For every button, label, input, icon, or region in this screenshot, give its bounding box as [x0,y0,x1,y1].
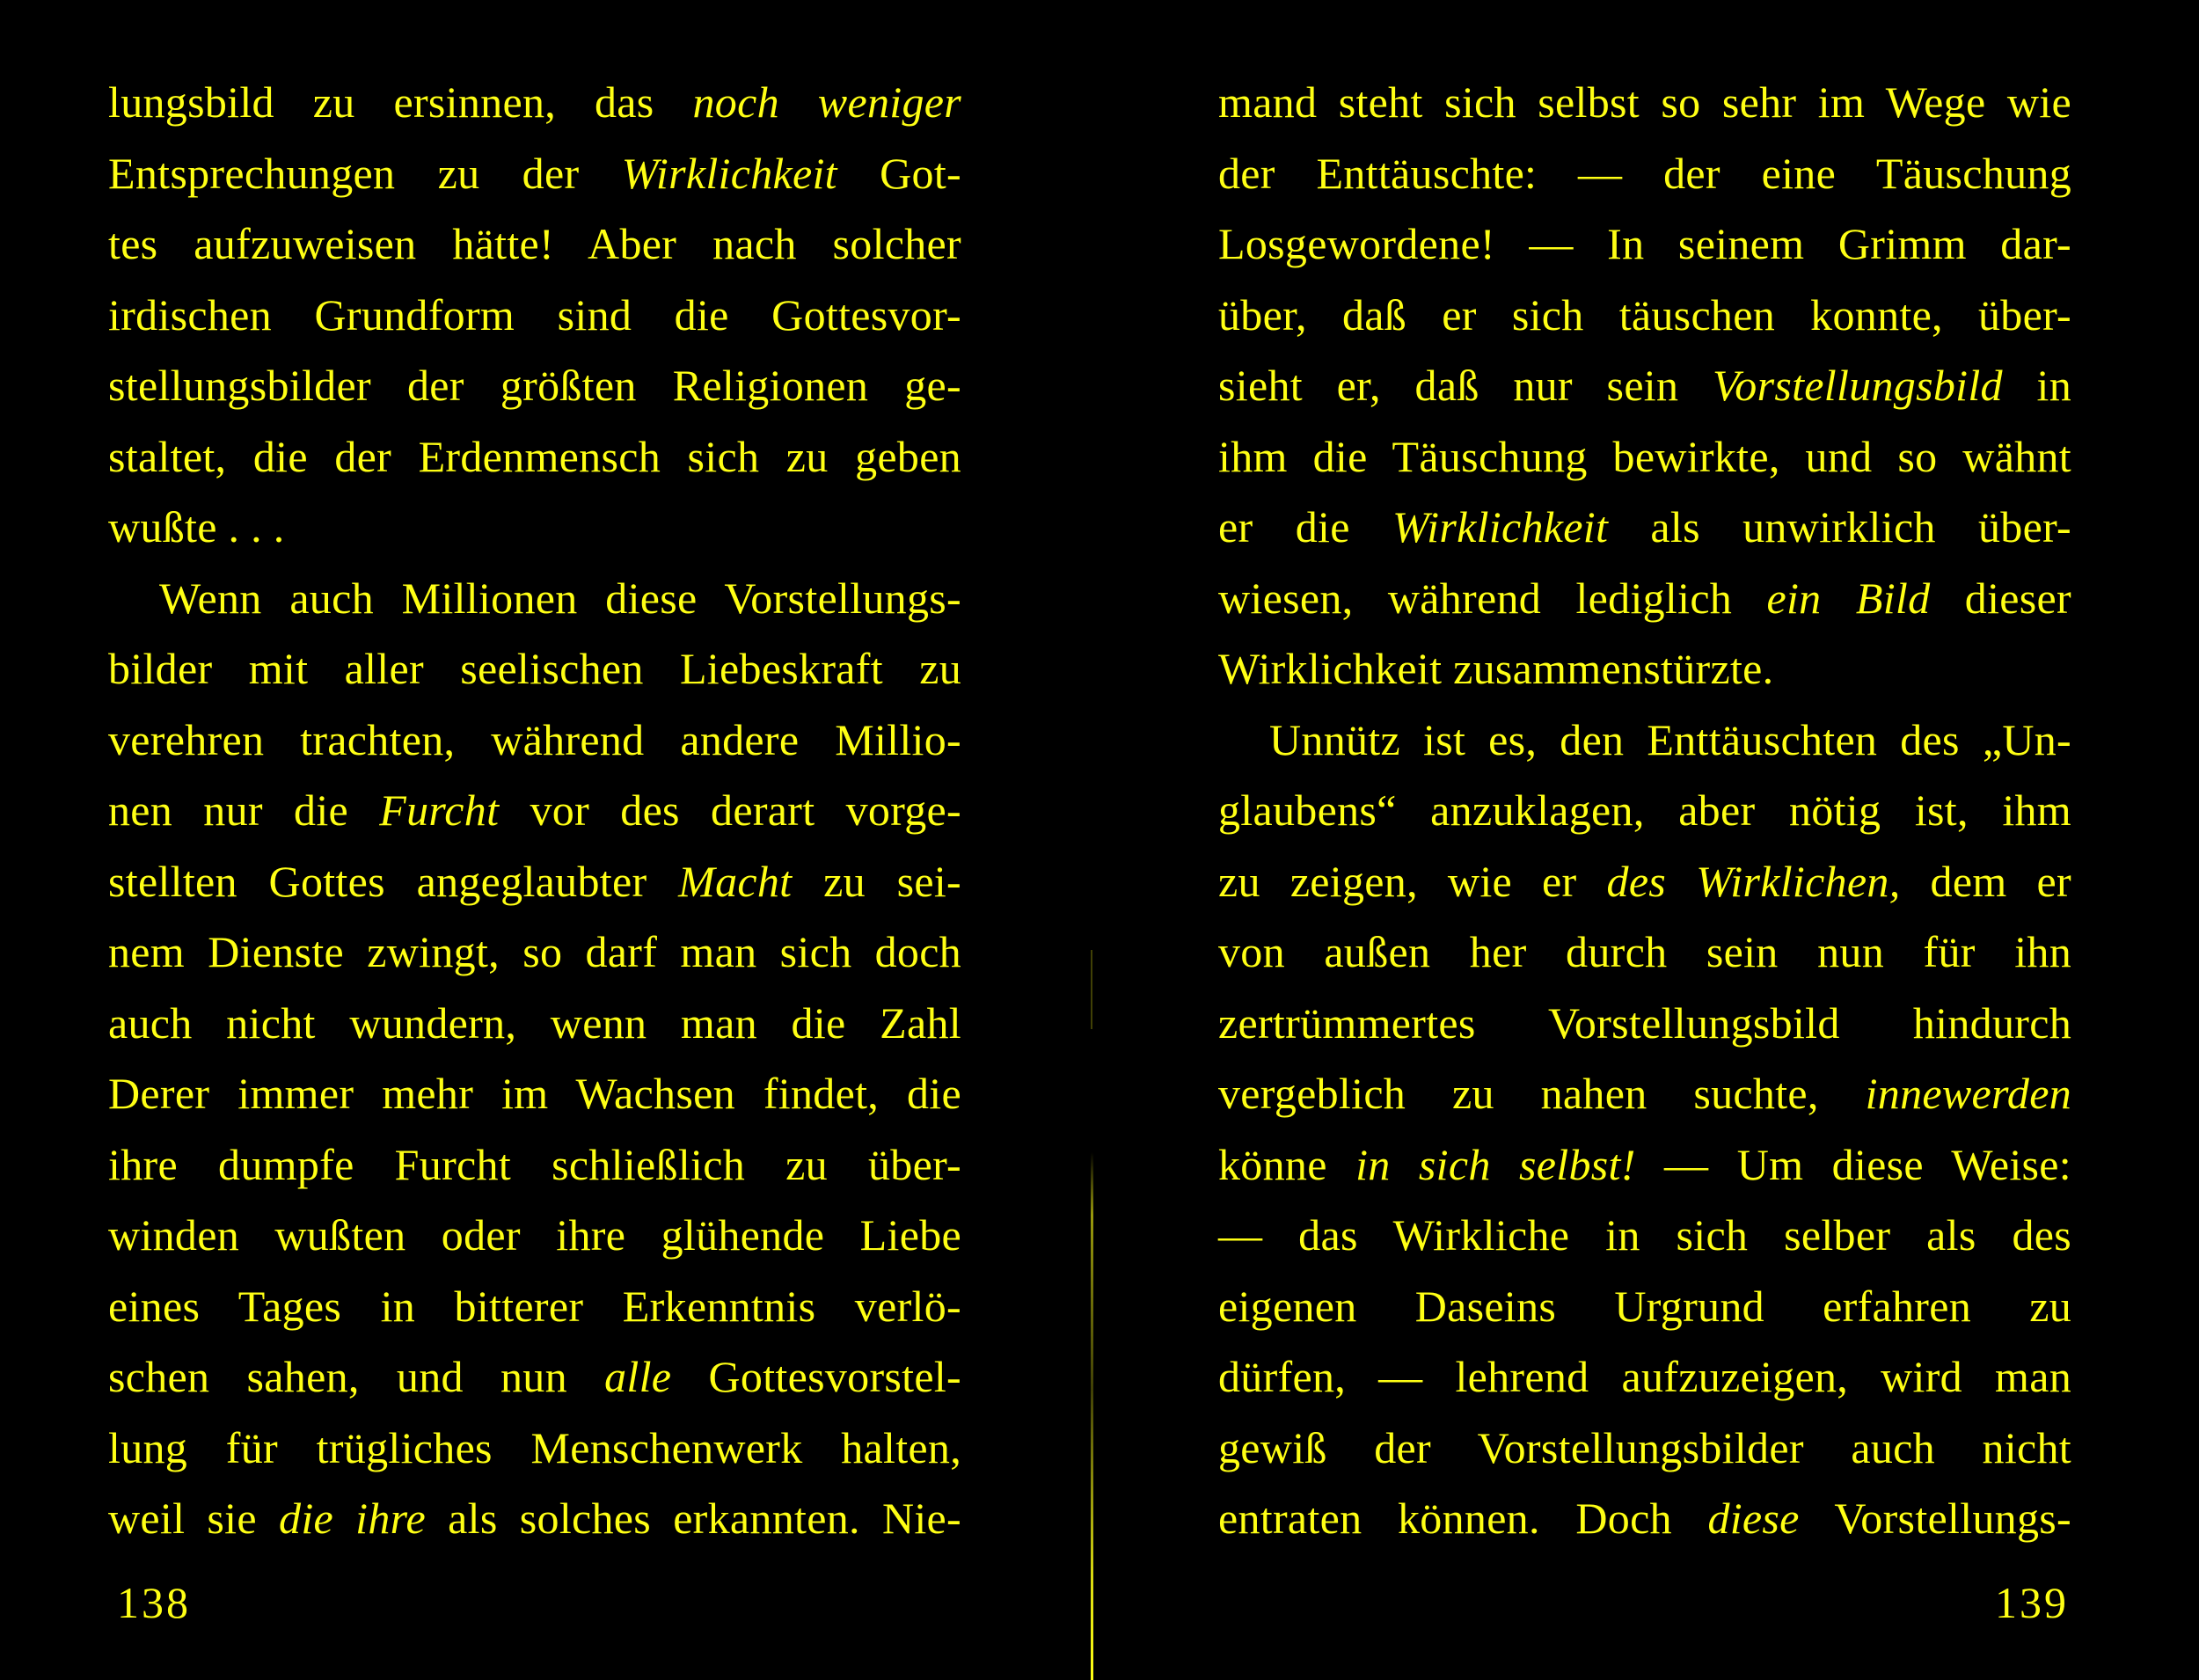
text-run: eigenen Daseins Urgrund erfahren zu [1218,1281,2071,1331]
text-run: tes aufzuweisen hätte! Aber nach solcher [108,219,961,268]
text-run: verehren trachten, während andere Millio- [108,714,961,764]
text-run: irdischen Grundform sind die Gottesvor- [108,289,961,340]
text-run: dürfen, — lehrend aufzuzeigen, wird man [1218,1352,2071,1401]
text-line [108,350,961,421]
text-line [108,1341,961,1413]
text-run: — Um diese Weise: [1635,1139,2071,1189]
text-run: bilder mit aller seelischen Liebeskraft zu [108,644,961,693]
text-line [108,280,961,351]
text-line [1218,421,2071,493]
text-line [1218,633,2071,705]
text-run: stellten Gottes angeglaubter [108,856,679,906]
text-run: mand steht sich selbst so sehr im Wege wie [1218,77,2071,127]
page-number-right: 139 [1995,1578,2069,1627]
text-run: — das Wirkliche in sich selber als des [1218,1210,2071,1260]
text-run: wiesen, während lediglich [1218,573,1767,623]
text-run: nen nur die [108,785,380,835]
text-line [108,1200,961,1271]
text-line [1218,1200,2071,1271]
italic-text: alle [604,1352,672,1401]
text-run: als unwirklich über- [1608,502,2071,551]
italic-text: diese [1707,1494,1800,1543]
italic-text: des Wirklichen, [1606,856,1901,906]
text-run: als solches erkannten. Nie- [426,1494,961,1543]
text-line [108,775,961,846]
italic-text: die ihre [279,1494,427,1543]
text-run: lungsbild zu ersinnen, das [108,77,693,127]
text-run: vor des derart vorge- [499,785,961,835]
text-line [1218,988,2071,1059]
text-line [108,988,961,1059]
right-page-text [1218,67,2071,1554]
text-line [108,1271,961,1342]
italic-text: Vorstellungsbild [1713,361,2003,410]
italic-text: innewerden [1865,1069,2071,1118]
text-run: zu zeigen, wie er [1218,856,1607,906]
text-line [108,563,961,634]
italic-text: Wirklichkeit [1392,502,1609,551]
text-run: staltet, die der Erdenmensch sich zu geben [108,431,961,481]
text-run: dem er [1900,856,2071,906]
text-run: Losgewordene! — In seinem Grimm dar- [1218,219,2071,268]
text-run: sieht er, daß nur sein [1218,361,1713,410]
text-run: vergeblich zu nahen suchte, [1218,1069,1866,1118]
left-page-text [108,67,961,1554]
italic-text: in sich selbst! [1355,1139,1636,1189]
text-line [1218,775,2071,846]
text-line [108,1129,961,1201]
page-number-left: 138 [117,1578,191,1627]
text-line [1218,1058,2071,1129]
text-run: stellungsbilder der größten Religionen ge- [108,361,961,410]
text-run: nem Dienste zwingt, so darf man sich doch [108,927,961,976]
text-line [108,208,961,280]
text-line [1218,1413,2071,1484]
text-line [1218,138,2071,209]
text-line [108,138,961,209]
italic-text: noch weniger [692,77,961,127]
text-line [1218,1271,2071,1342]
text-run: Unnütz ist es, den Enttäuschten des „Un- [1269,714,2071,764]
text-run: glaubens“ anzuklagen, aber nötig ist, ihm [1218,785,2071,835]
text-line [108,1483,961,1554]
text-run: Vorstellungs- [1799,1494,2071,1543]
italic-text: ein Bild [1766,573,1931,623]
text-line [108,846,961,917]
text-run: winden wußten oder ihre glühende Liebe [108,1210,961,1260]
text-run: Entsprechungen zu der [108,148,622,198]
text-run: Got- [836,148,961,198]
text-line [108,917,961,988]
text-line [1218,280,2071,351]
text-run: gewiß der Vorstellungsbilder auch nicht [1218,1422,2071,1472]
text-run: schen sahen, und nun [108,1352,605,1401]
text-line [1218,846,2071,917]
text-run: eines Tages in bitterer Erkenntnis verlö- [108,1281,961,1331]
text-run: dieser [1930,573,2071,623]
text-run: lung für trügliches Menschenwerk halten, [108,1422,961,1472]
text-run: entraten können. Doch [1218,1494,1708,1543]
text-run: Wenn auch Millionen diese Vorstellungs- [159,573,961,623]
text-line [1218,917,2071,988]
text-line [108,1413,961,1484]
text-line [1218,208,2071,280]
text-line [1218,1483,2071,1554]
text-run: zertrümmertes Vorstellungsbild hindurch [1218,997,2071,1048]
text-run: Derer immer mehr im Wachsen findet, die [108,1069,961,1118]
text-line [1218,705,2071,776]
text-run: auch nicht wundern, wenn man die Zahl [108,997,961,1048]
italic-text: Furcht [379,785,500,835]
text-run: Gottesvorstel- [671,1352,961,1401]
text-run: weil sie [108,1494,280,1543]
text-run: ihm die Täuschung bewirkte, und so wähnt [1218,431,2071,481]
text-line [108,492,961,563]
text-line [1218,350,2071,421]
text-line [1218,492,2071,563]
text-line [1218,563,2071,634]
text-run: von außen her durch sein nun für ihn [1218,927,2071,976]
book-gutter [1091,1152,1093,1680]
text-line [1218,1129,2071,1201]
text-line [108,67,961,138]
text-run: er die [1218,502,1392,551]
text-run: zu sei- [792,856,961,906]
text-line [108,421,961,493]
text-run: der Enttäuschte: — der eine Täuschung [1218,148,2071,198]
text-run: könne [1218,1139,1356,1189]
text-line [108,633,961,705]
italic-text: Macht [678,856,793,906]
text-run: wußte . . . [108,502,285,551]
book-gutter-shadow [1091,950,1092,1029]
text-run: ihre dumpfe Furcht schließlich zu über- [108,1139,961,1189]
italic-text: Wirklichkeit [621,148,837,198]
text-line [1218,67,2071,138]
text-run: in [2002,361,2072,410]
text-run: über, daß er sich täuschen konnte, über- [1218,289,2071,340]
text-line [1218,1341,2071,1413]
text-line [108,705,961,776]
text-line [108,1058,961,1129]
text-run: Wirklichkeit zusammenstürzte. [1218,644,1774,693]
